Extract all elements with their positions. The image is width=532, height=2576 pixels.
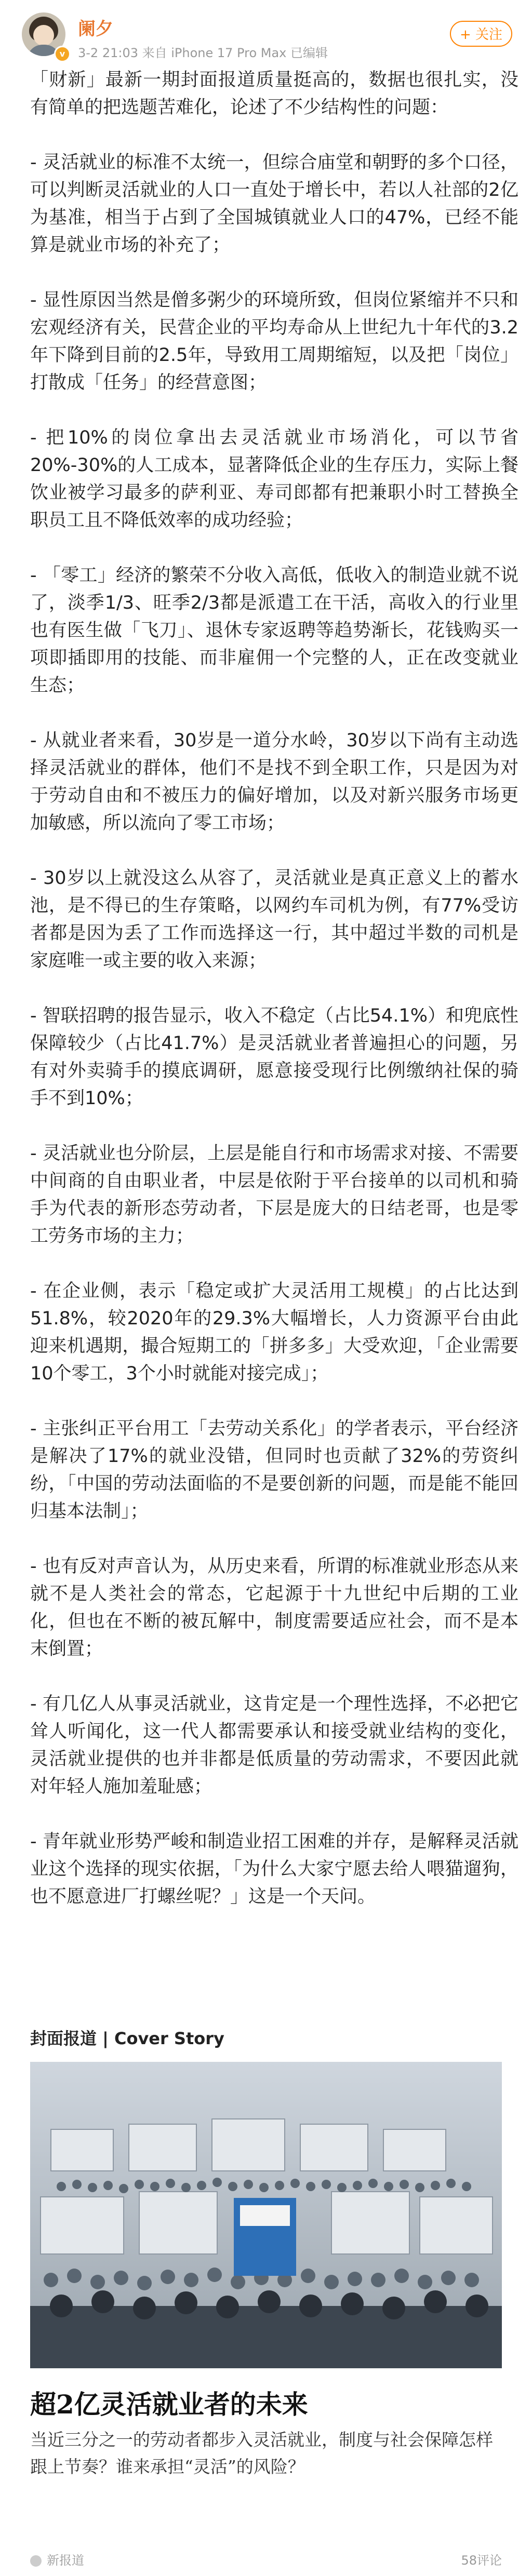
post-paragraph: - 智联招聘的报告显示，收入不稳定（占比54.1%）和兜底性保障较少（占比41.7%）是灵活就业者普遍担心的问题，另有对外卖骑手的摸底调研，愿意接受现行比例缴纳社保的骑手不到10%； bbox=[30, 1005, 518, 1109]
job-fair-photo[interactable] bbox=[30, 2062, 502, 2368]
post-paragraph: - 也有反对声音认为，从历史来看，所谓的标准就业形态从来就不是人类社会的常态，它起源于十九世纪中后期的工业化，但也在不断的被瓦解中，制度需要适应社会，而不是本末倒置； bbox=[30, 1556, 518, 1659]
comment-count[interactable]: 58评论 bbox=[461, 2553, 502, 2568]
post-paragraph: - 有几亿人从事灵活就业，这肯定是一个理性选择，不必把它耸人听闻化，这一代人都需要承认和接受就业结构的变化，灵活就业提供的也并非都是低质量的劳动需求，不要因此就对年轻人施加羞耻感； bbox=[30, 1694, 518, 1797]
post-paragraph: - 在企业侧，表示「稳定或扩大灵活用工规模」的占比达到51.8%，较2020年的29.3%大幅增长，人力资源平台由此迎来机遇期，撮合短期工的「拼多多」大受欢迎，「企业需要10个零工，3个小时就能对接完成」； bbox=[30, 1281, 518, 1384]
card-description: 当近三分之一的劳动者都步入灵活就业，制度与社会保障怎样跟上节奏？谁来承担“灵活”的风险？ bbox=[30, 2430, 493, 2477]
post-paragraph: - 从就业者来看，30岁是一道分水岭，30岁以下尚有主动选择灵活就业的群体，他们不是找不到全职工作，只是因为对于劳动自由和不被压力的偏好增加，以及对新兴服务市场更加敏感，所以流向了零工市场； bbox=[30, 730, 518, 834]
post-paragraph: - 「零工」经济的繁荣不分收入高低，低收入的制造业就不说了，淡季1/3、旺季2/3都是派遣工在干活，高收入的行业里也有医生做「飞刀」、退休专家返聘等趋势渐长，花钱购买一项即插即用的技能、而非雇佣一个完整的人，正在改变就业生态； bbox=[30, 565, 518, 696]
post-paragraph: - 灵活就业的标准不太统一，但综合庙堂和朝野的多个口径，可以判断灵活就业的人口一直处于增长中，若以人社部的2亿为基准，相当于占到了全国城镇就业人口的47%，已经不能算是就业市场的补充了； bbox=[30, 152, 518, 256]
post-paragraph: - 青年就业形势严峻和制造业招工困难的并存，是解释灵活就业这个选择的现实依据，「为什么大家宁愿去给人喂猫遛狗，也不愿意进厂打螺丝呢？」这是一个天问。 bbox=[30, 1831, 518, 1907]
source-label[interactable] bbox=[30, 2550, 84, 2568]
post-paragraph: - 把10%的岗位拿出去灵活就业市场消化，可以节省20%-30%的人工成本，显著降低企业的生存压力，实际上餐饮业被学习最多的萨利亚、寿司郎都有把兼职小时工替换全职员工且不降低效率的成功经验； bbox=[30, 427, 518, 531]
follow-button[interactable]: + 关注 bbox=[450, 21, 512, 47]
card-title: 超2亿灵活就业者的未来 bbox=[30, 2389, 308, 2420]
source-text: 新报道 bbox=[47, 2553, 84, 2568]
username[interactable]: 阑夕 bbox=[78, 19, 113, 39]
verified-badge-icon: v bbox=[54, 46, 71, 62]
card-label: 封面报道 | Cover Story bbox=[30, 2029, 224, 2048]
source-icon bbox=[30, 2555, 42, 2567]
card-footer bbox=[30, 2550, 502, 2571]
post-paragraph: - 显性原因当然是僧多粥少的环境所致，但岗位紧缩并不只和宏观经济有关，民营企业的平均寿命从上世纪九十年代的3.2年下降到目前的2.5年，导致用工周期缩短，以及把「岗位」打散成「任务」的经营意图； bbox=[30, 290, 518, 393]
post-body bbox=[30, 66, 518, 1911]
post-meta: 3-2 21:03 来自 iPhone 17 Pro Max 已编辑 bbox=[78, 46, 328, 60]
post-paragraph: - 灵活就业也分阶层，上层是能自行和市场需求对接、不需要中间商的自由职业者，中层是依附于平台接单的以司机和骑手为代表的新形态劳动者，下层是庞大的日结老哥，也是零工劳务市场的主力； bbox=[30, 1143, 518, 1246]
post-paragraph: 「财新」最新一期封面报道质量挺高的，数据也很扎实，没有简单的把选题苦难化，论述了不少结构性的问题： bbox=[30, 70, 518, 118]
post-paragraph: - 30岁以上就没这么从容了，灵活就业是真正意义上的蓄水池，是不得已的生存策略，以网约车司机为例，有77%受访者都是因为丢了工作而选择这一行，其中超过半数的司机是家庭唯一或主要的收入来源； bbox=[30, 868, 518, 971]
post-header bbox=[0, 0, 532, 68]
post-paragraph: - 主张纠正平台用工「去劳动关系化」的学者表示，平台经济是解决了17%的就业没错，但同时也贡献了32%的劳资纠纷，「中国的劳动法面临的不是要创新的问题，而是能不能回归基本法制」； bbox=[30, 1418, 518, 1522]
